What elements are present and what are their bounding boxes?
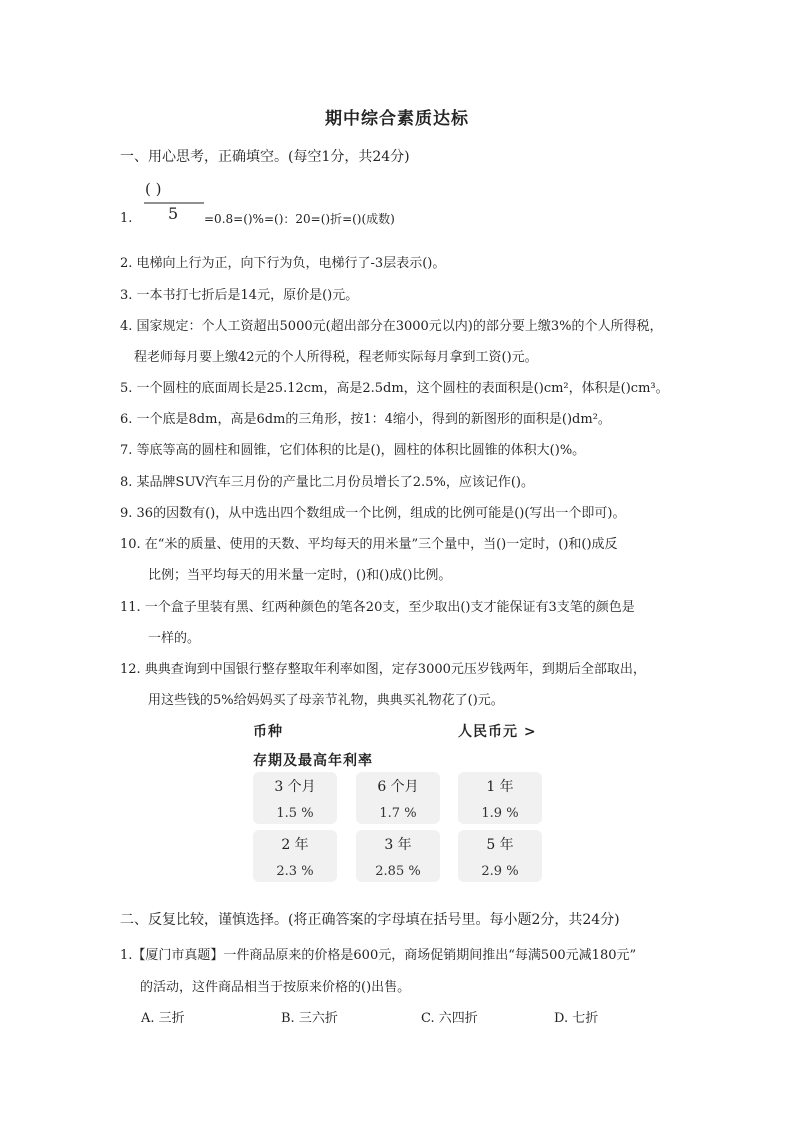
rate-card: [356, 830, 440, 882]
question-10-line1: 10. 在“米的质量、使用的天数、平均每天的用米量”三个量中，当()一定时，()和()成反: [120, 537, 618, 552]
question-6: 6. 一个底是8dm，高是6dm的三角形，按1：4缩小，得到的新图形的面积是()dm²。: [120, 412, 611, 427]
option-c: C. 六四折: [421, 1011, 478, 1026]
question-10-line2: 比例；当平均每天的用米量一定时，()和()成()比例。: [148, 568, 452, 583]
question-4-line2: 程老师每月要上缴42元的个人所得税，程老师实际每月拿到工资()元。: [134, 350, 538, 365]
question-11-line2: 一样的。: [148, 631, 201, 646]
rate-card: [253, 772, 337, 824]
rate-card: [253, 830, 337, 882]
option-a: A. 三折: [141, 1011, 185, 1026]
rate-value: 2.85 %: [375, 864, 421, 879]
q1-number: 1.: [120, 211, 133, 226]
rate-card: [458, 830, 542, 882]
question-12-line1: 12. 典典查询到中国银行整存整取年利率如图，定存3000元压岁钱两年，到期后全部取出，: [120, 662, 646, 677]
question-4-line1: 4. 国家规定：个人工资超出5000元(超出部分在3000元以内)的部分要上缴3%的个人所得税，: [120, 319, 663, 334]
question-7: 7. 等底等高的圆柱和圆锥，它们体积的比是()，圆柱的体积比圆锥的体积大()%。: [120, 443, 586, 458]
s2-question-1-line1: 1.【厦门市真题】一件商品原来的价格是600元，商场促销期间推出“每满500元减180元”: [120, 948, 637, 963]
rate-term: 3 个月: [274, 779, 316, 795]
rate-term: 5 年: [486, 837, 514, 853]
question-2: 2. 电梯向上行为正，向下行为负，电梯行了-3层表示()。: [120, 256, 446, 271]
rate-value: 2.3 %: [276, 864, 314, 879]
rate-value: 2.9 %: [481, 864, 519, 879]
currency-label: 币种: [253, 724, 283, 740]
question-3: 3. 一本书打七折后是14元，原价是()元。: [120, 288, 359, 303]
section1-heading: 一、用心思考，正确填空。(每空1分，共24分): [120, 149, 410, 165]
section2-heading: 二、反复比较，谨慎选择。(将正确答案的字母填在括号里。每小题2分，共24分): [120, 912, 620, 928]
q1-numerator-blank: ( ): [145, 180, 162, 198]
rate-card: [458, 772, 542, 824]
question-9: 9. 36的因数有()，从中选出四个数组成一个比例，组成的比例可能是()(写出一个即可)。: [120, 506, 626, 521]
question-12-line2: 用这些钱的5%给妈妈买了母亲节礼物，典典买礼物花了()元。: [148, 693, 504, 708]
rate-subtitle: 存期及最高年利率: [253, 753, 373, 769]
rate-term: 6 个月: [377, 779, 419, 795]
q1-denominator: 5: [168, 204, 179, 223]
rate-value: 1.9 %: [481, 806, 519, 821]
q1-text: =0.8=()%=()：20=()折=()(成数): [204, 212, 395, 226]
option-d: D. 七折: [554, 1011, 599, 1026]
rate-term: 1 年: [486, 779, 514, 795]
rate-term: 3 年: [384, 837, 412, 853]
question-11-line1: 11. 一个盒子里装有黑、红两种颜色的笔各20支，至少取出()支才能保证有3支笔的颜色是: [120, 600, 635, 615]
rate-value: 1.5 %: [276, 806, 314, 821]
option-b: B. 三六折: [281, 1011, 338, 1026]
question-5: 5. 一个圆柱的底面周长是25.12cm，高是2.5dm，这个圆柱的表面积是()cm²，体积是()cm³。: [120, 381, 669, 396]
s2-question-1-line2: 的活动，这件商品相当于按原来价格的()出售。: [140, 980, 411, 995]
currency-value: 人民币元 >: [458, 724, 537, 740]
rate-card: [356, 772, 440, 824]
rate-value: 1.7 %: [379, 806, 417, 821]
rate-term: 2 年: [281, 837, 309, 853]
question-8: 8. 某品牌SUV汽车三月份的产量比二月份员增长了2.5%，应该记作()。: [120, 475, 534, 490]
page-title: 期中综合素质达标: [325, 109, 469, 129]
